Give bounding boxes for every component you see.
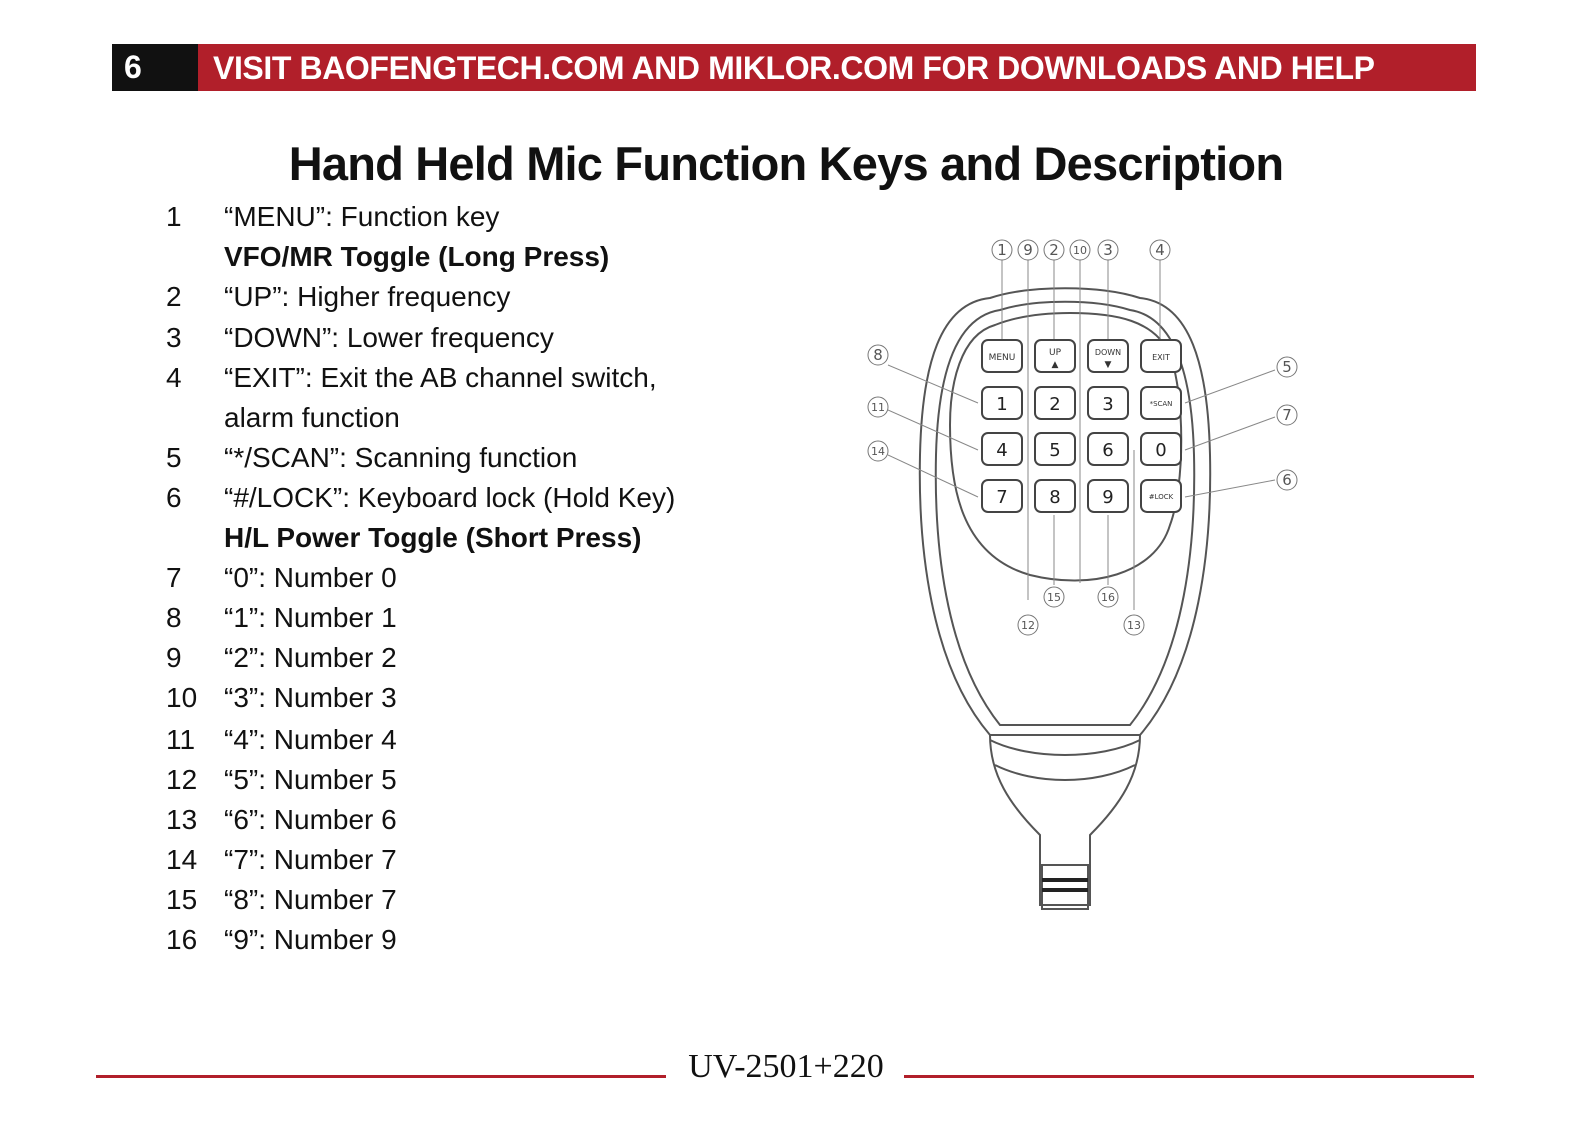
callout-label: 7	[1282, 406, 1292, 424]
list-item-number: 15	[166, 884, 198, 915]
list-item	[166, 197, 766, 237]
callout-label: 2	[1049, 241, 1059, 259]
callout-7	[1277, 405, 1297, 425]
callout-6	[1277, 470, 1297, 490]
callout-label: 9	[1023, 241, 1033, 259]
list-item-number: 11	[166, 724, 196, 755]
list-item-number: 13	[166, 804, 198, 835]
list-item-description: “UP”: Higher frequency	[224, 281, 511, 312]
list-item-description: “6”: Number 6	[224, 804, 397, 835]
list-item-number: 1	[166, 201, 182, 232]
callout-10	[1070, 240, 1090, 260]
key-label: 7	[996, 487, 1008, 508]
key-label: EXIT	[1152, 353, 1170, 362]
key-menu	[982, 340, 1022, 372]
list-item	[166, 638, 766, 678]
callout-label: 8	[873, 346, 883, 364]
key-2	[1035, 387, 1075, 419]
list-item-number: 7	[166, 562, 182, 593]
key-description-list	[166, 197, 766, 960]
list-item-description: “#/LOCK”: Keyboard lock (Hold Key)	[224, 482, 676, 513]
list-item-description: “1”: Number 1	[224, 602, 397, 633]
list-item-note-row	[166, 237, 766, 277]
key-4	[982, 433, 1022, 465]
key-label: 0	[1155, 440, 1167, 461]
list-item-number: 12	[166, 764, 198, 795]
header-banner	[112, 44, 1476, 91]
list-item-number: 6	[166, 482, 182, 513]
list-item-number: 2	[166, 281, 182, 312]
callout-label: 1	[997, 241, 1007, 259]
list-item	[166, 438, 766, 478]
mic-keypad	[982, 340, 1181, 512]
key-label: 8	[1049, 487, 1061, 508]
key-label: 1	[996, 394, 1008, 415]
page-title: Hand Held Mic Function Keys and Description	[288, 137, 1284, 190]
list-item-description: “7”: Number 7	[224, 844, 397, 875]
key-label: *SCAN	[1149, 400, 1173, 408]
list-item-note: alarm function	[224, 402, 400, 433]
key-6	[1088, 433, 1128, 465]
down-arrow-icon: ▼	[1104, 360, 1112, 370]
callout-13	[1124, 615, 1144, 635]
key-7	[982, 480, 1022, 512]
key-label: MENU	[988, 353, 1016, 363]
key-label: 6	[1102, 440, 1114, 461]
list-item-description: “DOWN”: Lower frequency	[224, 322, 554, 353]
callout-8	[868, 345, 888, 365]
list-item-number: 8	[166, 602, 182, 633]
list-item	[166, 720, 766, 760]
callout-label: 11	[871, 401, 885, 414]
list-item	[166, 760, 766, 800]
cable-strain-relief	[1042, 865, 1088, 909]
list-item-description: “3”: Number 3	[224, 682, 397, 713]
list-item-number: 5	[166, 442, 182, 473]
list-item	[166, 277, 766, 318]
key-label: 9	[1102, 487, 1114, 508]
key-label: #LOCK	[1148, 493, 1174, 501]
list-item-note-row	[166, 398, 766, 438]
callout-4	[1150, 240, 1170, 260]
list-item-number: 10	[166, 682, 198, 713]
list-item-description: “5”: Number 5	[224, 764, 397, 795]
key-up	[1035, 340, 1075, 372]
key-label: 5	[1049, 440, 1061, 461]
mic-collar-2	[995, 765, 1135, 780]
key-exit	[1141, 340, 1181, 372]
callout-label: 3	[1103, 241, 1113, 259]
key-0	[1141, 433, 1181, 465]
callout-label: 5	[1282, 358, 1292, 376]
callout-label: 13	[1127, 619, 1141, 632]
key-5	[1035, 433, 1075, 465]
header-banner-text: VISIT BAOFENGTECH.COM AND MIKLOR.COM FOR DOWNLOADS AND HELP	[213, 50, 1375, 86]
key-label: 4	[996, 440, 1008, 461]
list-item-description: “*/SCAN”: Scanning function	[224, 442, 578, 473]
callout-label: 4	[1155, 241, 1165, 259]
callout-5	[1277, 357, 1297, 377]
key-8	[1035, 480, 1075, 512]
callout-15	[1044, 587, 1064, 607]
list-item	[166, 598, 766, 638]
list-item-number: 16	[166, 924, 198, 955]
list-item	[166, 558, 766, 598]
key-scan	[1141, 387, 1181, 419]
list-item	[166, 800, 766, 840]
key-label: DOWN	[1094, 348, 1122, 357]
list-item-description: “0”: Number 0	[224, 562, 397, 593]
mic-collar	[990, 740, 1140, 755]
list-item-description: “9”: Number 9	[224, 924, 397, 955]
footer-model-name: UV-2501+220	[688, 1048, 884, 1085]
callout-markers	[868, 240, 1297, 635]
page-number: 6	[112, 44, 198, 91]
callout-3	[1098, 240, 1118, 260]
list-item-description: “8”: Number 7	[224, 884, 397, 915]
list-item	[166, 920, 766, 960]
callout-11	[868, 397, 888, 417]
list-item-number: 14	[166, 844, 198, 875]
list-item	[166, 678, 766, 720]
list-item-number: 4	[166, 362, 182, 393]
list-item-number: 9	[166, 642, 182, 673]
key-9	[1088, 480, 1128, 512]
list-item-note: VFO/MR Toggle (Long Press)	[224, 241, 610, 272]
key-down	[1088, 340, 1128, 372]
list-item	[166, 358, 766, 398]
callout-label: 14	[871, 445, 885, 458]
mic-body	[920, 288, 1210, 909]
callout-2	[1044, 240, 1064, 260]
key-label: 2	[1049, 394, 1061, 415]
key-1	[982, 387, 1022, 419]
key-label: 3	[1102, 394, 1114, 415]
callout-label: 12	[1021, 619, 1035, 632]
key-label: UP	[1048, 348, 1062, 358]
hand-mic-diagram	[850, 225, 1320, 925]
list-item-number: 3	[166, 322, 182, 353]
callout-14	[868, 441, 888, 461]
callout-12	[1018, 615, 1038, 635]
list-item	[166, 880, 766, 920]
key-lock	[1141, 480, 1181, 512]
list-item-description: “EXIT”: Exit the AB channel switch,	[224, 362, 657, 393]
list-item-note: H/L Power Toggle (Short Press)	[224, 522, 642, 553]
key-3	[1088, 387, 1128, 419]
list-item-description: “4”: Number 4	[224, 724, 397, 755]
callout-label: 15	[1047, 591, 1061, 604]
callout-label: 6	[1282, 471, 1292, 489]
up-arrow-icon: ▲	[1051, 360, 1059, 370]
callout-1	[992, 240, 1012, 260]
list-item-note-row	[166, 518, 766, 558]
list-item	[166, 318, 766, 358]
callout-label: 10	[1073, 244, 1087, 257]
callout-9	[1018, 240, 1038, 260]
callout-16	[1098, 587, 1118, 607]
list-item-description: “2”: Number 2	[224, 642, 397, 673]
list-item-description: “MENU”: Function key	[224, 201, 500, 232]
list-item	[166, 478, 766, 518]
list-item	[166, 840, 766, 880]
callout-label: 16	[1101, 591, 1115, 604]
